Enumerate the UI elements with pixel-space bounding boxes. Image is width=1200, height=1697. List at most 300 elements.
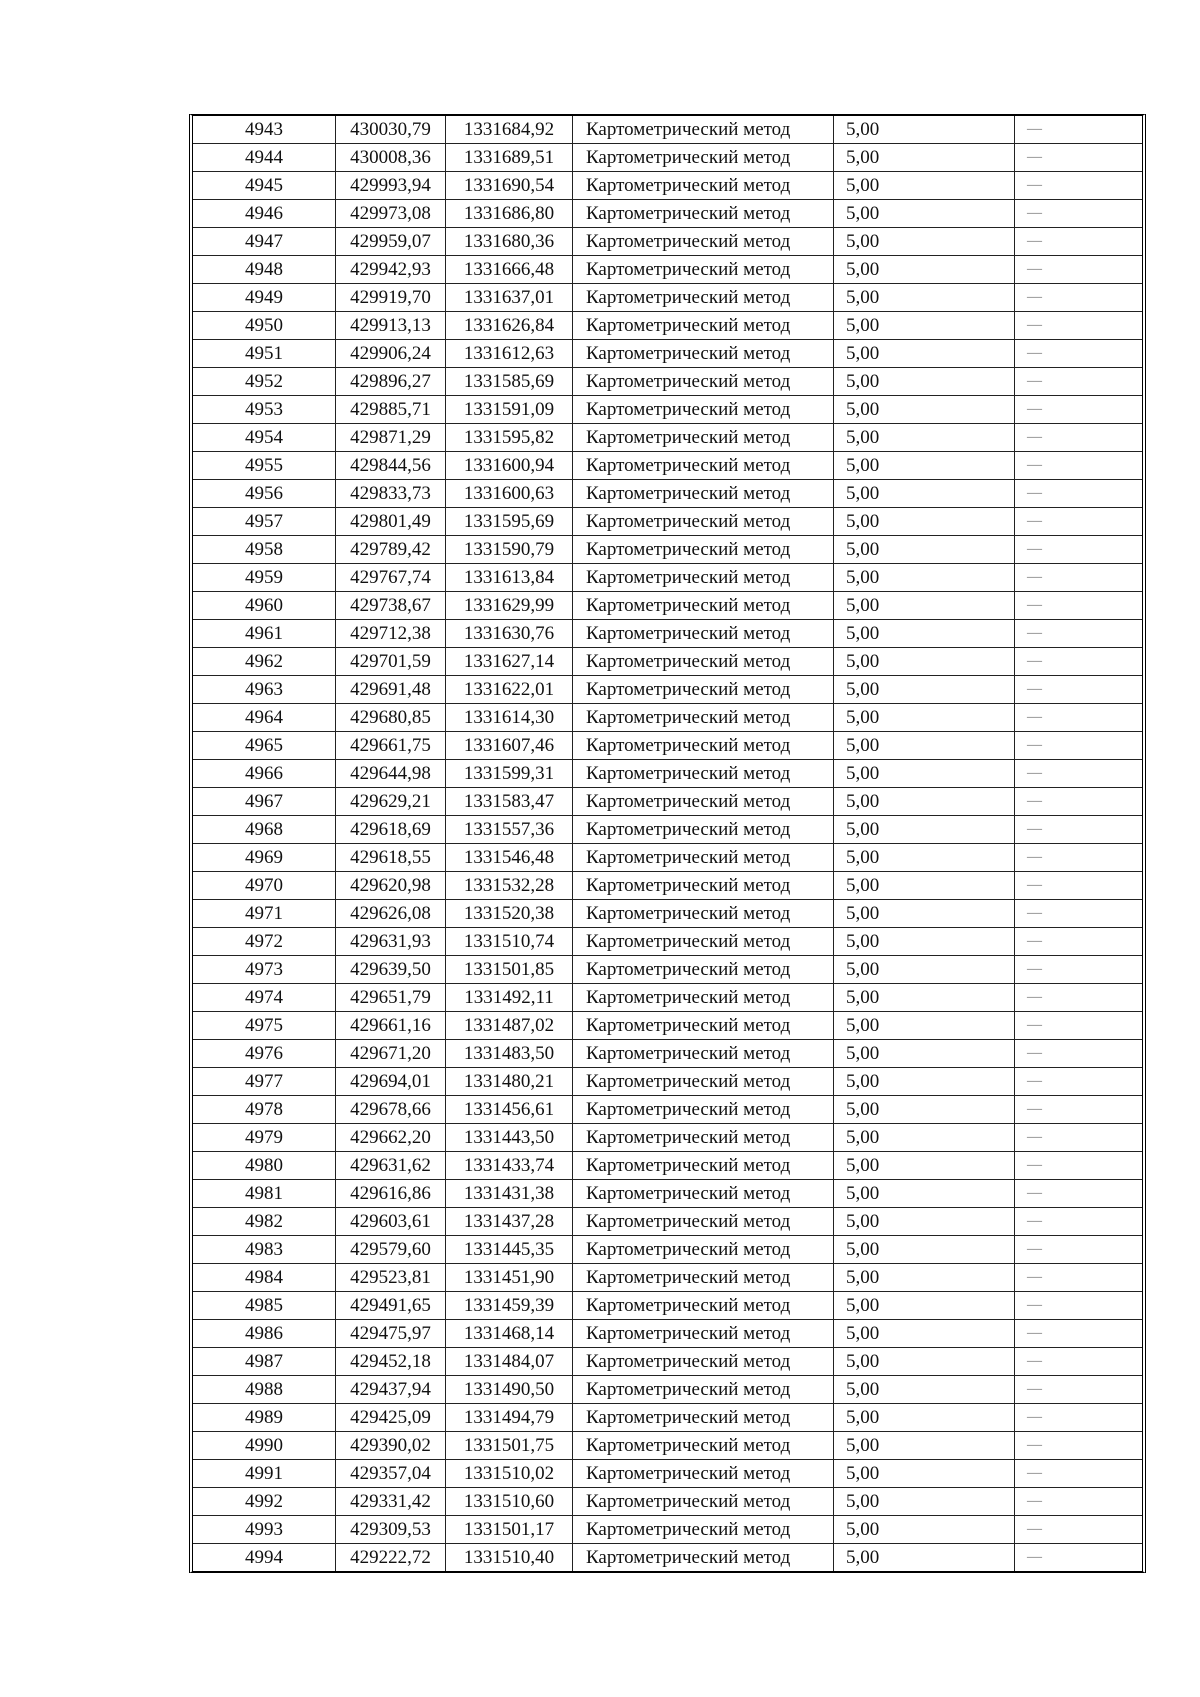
x-coordinate-cell: 430030,79 <box>336 116 446 144</box>
method-cell: Картометрический метод <box>573 480 834 508</box>
table-row <box>193 1432 1142 1460</box>
x-coordinate-cell: 429661,75 <box>336 732 446 760</box>
accuracy-cell: 5,00 <box>834 480 1015 508</box>
accuracy-cell: 5,00 <box>834 1348 1015 1376</box>
note-cell: — <box>1015 396 1143 424</box>
method-cell: Картометрический метод <box>573 788 834 816</box>
y-coordinate-cell: 1331600,63 <box>446 480 573 508</box>
y-coordinate-cell: 1331607,46 <box>446 732 573 760</box>
method-cell: Картометрический метод <box>573 1516 834 1544</box>
note-cell: — <box>1015 816 1143 844</box>
y-coordinate-cell: 1331689,51 <box>446 144 573 172</box>
accuracy-cell: 5,00 <box>834 704 1015 732</box>
point-number-cell: 4982 <box>193 1208 336 1236</box>
note-cell: — <box>1015 172 1143 200</box>
note-cell: — <box>1015 1432 1143 1460</box>
x-coordinate-cell: 429885,71 <box>336 396 446 424</box>
x-coordinate-cell: 429691,48 <box>336 676 446 704</box>
accuracy-cell: 5,00 <box>834 1488 1015 1516</box>
point-number-cell: 4948 <box>193 256 336 284</box>
accuracy-cell: 5,00 <box>834 956 1015 984</box>
note-cell: — <box>1015 228 1143 256</box>
point-number-cell: 4976 <box>193 1040 336 1068</box>
x-coordinate-cell: 429789,42 <box>336 536 446 564</box>
point-number-cell: 4990 <box>193 1432 336 1460</box>
y-coordinate-cell: 1331666,48 <box>446 256 573 284</box>
point-number-cell: 4945 <box>193 172 336 200</box>
y-coordinate-cell: 1331680,36 <box>446 228 573 256</box>
y-coordinate-cell: 1331487,02 <box>446 1012 573 1040</box>
accuracy-cell: 5,00 <box>834 760 1015 788</box>
y-coordinate-cell: 1331520,38 <box>446 900 573 928</box>
table-row <box>193 1404 1142 1432</box>
point-number-cell: 4943 <box>193 116 336 144</box>
table-row <box>193 844 1142 872</box>
x-coordinate-cell: 429694,01 <box>336 1068 446 1096</box>
point-number-cell: 4991 <box>193 1460 336 1488</box>
method-cell: Картометрический метод <box>573 368 834 396</box>
accuracy-cell: 5,00 <box>834 648 1015 676</box>
method-cell: Картометрический метод <box>573 1348 834 1376</box>
x-coordinate-cell: 429629,21 <box>336 788 446 816</box>
accuracy-cell: 5,00 <box>834 452 1015 480</box>
table-row <box>193 228 1142 256</box>
note-cell: — <box>1015 256 1143 284</box>
accuracy-cell: 5,00 <box>834 1180 1015 1208</box>
x-coordinate-cell: 429833,73 <box>336 480 446 508</box>
method-cell: Картометрический метод <box>573 1320 834 1348</box>
y-coordinate-cell: 1331612,63 <box>446 340 573 368</box>
method-cell: Картометрический метод <box>573 592 834 620</box>
table-row <box>193 1516 1142 1544</box>
accuracy-cell: 5,00 <box>834 1040 1015 1068</box>
point-number-cell: 4969 <box>193 844 336 872</box>
x-coordinate-cell: 429631,62 <box>336 1152 446 1180</box>
note-cell: — <box>1015 1460 1143 1488</box>
accuracy-cell: 5,00 <box>834 816 1015 844</box>
x-coordinate-cell: 430008,36 <box>336 144 446 172</box>
method-cell: Картометрический метод <box>573 984 834 1012</box>
x-coordinate-cell: 429331,42 <box>336 1488 446 1516</box>
note-cell: — <box>1015 424 1143 452</box>
note-cell: — <box>1015 984 1143 1012</box>
note-cell: — <box>1015 1292 1143 1320</box>
method-cell: Картометрический метод <box>573 424 834 452</box>
table-row <box>193 1236 1142 1264</box>
y-coordinate-cell: 1331599,31 <box>446 760 573 788</box>
point-number-cell: 4977 <box>193 1068 336 1096</box>
method-cell: Картометрический метод <box>573 256 834 284</box>
method-cell: Картометрический метод <box>573 312 834 340</box>
x-coordinate-cell: 429579,60 <box>336 1236 446 1264</box>
accuracy-cell: 5,00 <box>834 1404 1015 1432</box>
coordinates-table-frame <box>189 114 1146 1573</box>
x-coordinate-cell: 429631,93 <box>336 928 446 956</box>
point-number-cell: 4975 <box>193 1012 336 1040</box>
table-row <box>193 340 1142 368</box>
point-number-cell: 4992 <box>193 1488 336 1516</box>
table-row <box>193 788 1142 816</box>
point-number-cell: 4984 <box>193 1264 336 1292</box>
table-row <box>193 480 1142 508</box>
method-cell: Картометрический метод <box>573 284 834 312</box>
point-number-cell: 4946 <box>193 200 336 228</box>
accuracy-cell: 5,00 <box>834 1264 1015 1292</box>
note-cell: — <box>1015 368 1143 396</box>
point-number-cell: 4970 <box>193 872 336 900</box>
y-coordinate-cell: 1331501,17 <box>446 1516 573 1544</box>
note-cell: — <box>1015 760 1143 788</box>
y-coordinate-cell: 1331686,80 <box>446 200 573 228</box>
method-cell: Картометрический метод <box>573 1432 834 1460</box>
point-number-cell: 4980 <box>193 1152 336 1180</box>
x-coordinate-cell: 429906,24 <box>336 340 446 368</box>
y-coordinate-cell: 1331468,14 <box>446 1320 573 1348</box>
method-cell: Картометрический метод <box>573 228 834 256</box>
x-coordinate-cell: 429801,49 <box>336 508 446 536</box>
table-row <box>193 1068 1142 1096</box>
accuracy-cell: 5,00 <box>834 1516 1015 1544</box>
note-cell: — <box>1015 592 1143 620</box>
accuracy-cell: 5,00 <box>834 1432 1015 1460</box>
note-cell: — <box>1015 1236 1143 1264</box>
table-row <box>193 1488 1142 1516</box>
table-row <box>193 368 1142 396</box>
table-row <box>193 116 1142 144</box>
table-row <box>193 1320 1142 1348</box>
note-cell: — <box>1015 1544 1143 1572</box>
y-coordinate-cell: 1331510,60 <box>446 1488 573 1516</box>
point-number-cell: 4988 <box>193 1376 336 1404</box>
accuracy-cell: 5,00 <box>834 564 1015 592</box>
point-number-cell: 4958 <box>193 536 336 564</box>
x-coordinate-cell: 429603,61 <box>336 1208 446 1236</box>
note-cell: — <box>1015 872 1143 900</box>
method-cell: Картометрический метод <box>573 1040 834 1068</box>
table-row <box>193 928 1142 956</box>
point-number-cell: 4947 <box>193 228 336 256</box>
method-cell: Картометрический метод <box>573 1488 834 1516</box>
accuracy-cell: 5,00 <box>834 396 1015 424</box>
method-cell: Картометрический метод <box>573 1376 834 1404</box>
y-coordinate-cell: 1331480,21 <box>446 1068 573 1096</box>
accuracy-cell: 5,00 <box>834 732 1015 760</box>
y-coordinate-cell: 1331629,99 <box>446 592 573 620</box>
accuracy-cell: 5,00 <box>834 676 1015 704</box>
x-coordinate-cell: 429993,94 <box>336 172 446 200</box>
table-row <box>193 1348 1142 1376</box>
table-row <box>193 1096 1142 1124</box>
note-cell: — <box>1015 1180 1143 1208</box>
accuracy-cell: 5,00 <box>834 1096 1015 1124</box>
point-number-cell: 4952 <box>193 368 336 396</box>
note-cell: — <box>1015 620 1143 648</box>
method-cell: Картометрический метод <box>573 200 834 228</box>
accuracy-cell: 5,00 <box>834 536 1015 564</box>
table-row <box>193 396 1142 424</box>
table-row <box>193 1376 1142 1404</box>
point-number-cell: 4968 <box>193 816 336 844</box>
y-coordinate-cell: 1331600,94 <box>446 452 573 480</box>
table-row <box>193 312 1142 340</box>
method-cell: Картометрический метод <box>573 1180 834 1208</box>
table-row <box>193 872 1142 900</box>
x-coordinate-cell: 429919,70 <box>336 284 446 312</box>
method-cell: Картометрический метод <box>573 956 834 984</box>
note-cell: — <box>1015 732 1143 760</box>
method-cell: Картометрический метод <box>573 116 834 144</box>
table-row <box>193 648 1142 676</box>
accuracy-cell: 5,00 <box>834 368 1015 396</box>
accuracy-cell: 5,00 <box>834 1292 1015 1320</box>
note-cell: — <box>1015 900 1143 928</box>
accuracy-cell: 5,00 <box>834 1068 1015 1096</box>
accuracy-cell: 5,00 <box>834 1460 1015 1488</box>
point-number-cell: 4957 <box>193 508 336 536</box>
x-coordinate-cell: 429678,66 <box>336 1096 446 1124</box>
accuracy-cell: 5,00 <box>834 340 1015 368</box>
method-cell: Картометрический метод <box>573 928 834 956</box>
point-number-cell: 4949 <box>193 284 336 312</box>
point-number-cell: 4987 <box>193 1348 336 1376</box>
table-row <box>193 1152 1142 1180</box>
point-number-cell: 4986 <box>193 1320 336 1348</box>
method-cell: Картометрический метод <box>573 172 834 200</box>
y-coordinate-cell: 1331546,48 <box>446 844 573 872</box>
note-cell: — <box>1015 1124 1143 1152</box>
accuracy-cell: 5,00 <box>834 1236 1015 1264</box>
point-number-cell: 4979 <box>193 1124 336 1152</box>
note-cell: — <box>1015 536 1143 564</box>
table-row <box>193 1040 1142 1068</box>
point-number-cell: 4966 <box>193 760 336 788</box>
y-coordinate-cell: 1331433,74 <box>446 1152 573 1180</box>
table-row <box>193 816 1142 844</box>
x-coordinate-cell: 429425,09 <box>336 1404 446 1432</box>
point-number-cell: 4950 <box>193 312 336 340</box>
point-number-cell: 4955 <box>193 452 336 480</box>
y-coordinate-cell: 1331484,07 <box>446 1348 573 1376</box>
note-cell: — <box>1015 1068 1143 1096</box>
note-cell: — <box>1015 1152 1143 1180</box>
point-number-cell: 4964 <box>193 704 336 732</box>
accuracy-cell: 5,00 <box>834 788 1015 816</box>
table-row <box>193 1208 1142 1236</box>
x-coordinate-cell: 429671,20 <box>336 1040 446 1068</box>
note-cell: — <box>1015 844 1143 872</box>
note-cell: — <box>1015 452 1143 480</box>
accuracy-cell: 5,00 <box>834 200 1015 228</box>
table-row <box>193 676 1142 704</box>
note-cell: — <box>1015 928 1143 956</box>
point-number-cell: 4960 <box>193 592 336 620</box>
y-coordinate-cell: 1331501,85 <box>446 956 573 984</box>
point-number-cell: 4994 <box>193 1544 336 1572</box>
table-row <box>193 1012 1142 1040</box>
accuracy-cell: 5,00 <box>834 256 1015 284</box>
y-coordinate-cell: 1331622,01 <box>446 676 573 704</box>
y-coordinate-cell: 1331490,50 <box>446 1376 573 1404</box>
y-coordinate-cell: 1331456,61 <box>446 1096 573 1124</box>
table-row <box>193 200 1142 228</box>
accuracy-cell: 5,00 <box>834 424 1015 452</box>
note-cell: — <box>1015 1012 1143 1040</box>
x-coordinate-cell: 429390,02 <box>336 1432 446 1460</box>
method-cell: Картометрический метод <box>573 452 834 480</box>
method-cell: Картометрический метод <box>573 144 834 172</box>
method-cell: Картометрический метод <box>573 844 834 872</box>
x-coordinate-cell: 429871,29 <box>336 424 446 452</box>
note-cell: — <box>1015 200 1143 228</box>
method-cell: Картометрический метод <box>573 340 834 368</box>
method-cell: Картометрический метод <box>573 1264 834 1292</box>
accuracy-cell: 5,00 <box>834 620 1015 648</box>
x-coordinate-cell: 429491,65 <box>336 1292 446 1320</box>
accuracy-cell: 5,00 <box>834 844 1015 872</box>
x-coordinate-cell: 429452,18 <box>336 1348 446 1376</box>
method-cell: Картометрический метод <box>573 1096 834 1124</box>
x-coordinate-cell: 429913,13 <box>336 312 446 340</box>
y-coordinate-cell: 1331510,74 <box>446 928 573 956</box>
accuracy-cell: 5,00 <box>834 1124 1015 1152</box>
x-coordinate-cell: 429309,53 <box>336 1516 446 1544</box>
note-cell: — <box>1015 116 1143 144</box>
note-cell: — <box>1015 1040 1143 1068</box>
y-coordinate-cell: 1331595,69 <box>446 508 573 536</box>
y-coordinate-cell: 1331583,47 <box>446 788 573 816</box>
note-cell: — <box>1015 1348 1143 1376</box>
point-number-cell: 4983 <box>193 1236 336 1264</box>
note-cell: — <box>1015 1516 1143 1544</box>
point-number-cell: 4961 <box>193 620 336 648</box>
note-cell: — <box>1015 1096 1143 1124</box>
x-coordinate-cell: 429222,72 <box>336 1544 446 1572</box>
point-number-cell: 4973 <box>193 956 336 984</box>
method-cell: Картометрический метод <box>573 1012 834 1040</box>
table-row <box>193 984 1142 1012</box>
table-row <box>193 424 1142 452</box>
accuracy-cell: 5,00 <box>834 508 1015 536</box>
point-number-cell: 4954 <box>193 424 336 452</box>
point-number-cell: 4944 <box>193 144 336 172</box>
y-coordinate-cell: 1331637,01 <box>446 284 573 312</box>
note-cell: — <box>1015 1488 1143 1516</box>
y-coordinate-cell: 1331431,38 <box>446 1180 573 1208</box>
point-number-cell: 4967 <box>193 788 336 816</box>
table-row <box>193 956 1142 984</box>
y-coordinate-cell: 1331591,09 <box>446 396 573 424</box>
table-row <box>193 1544 1142 1572</box>
method-cell: Картометрический метод <box>573 1460 834 1488</box>
table-row <box>193 732 1142 760</box>
y-coordinate-cell: 1331613,84 <box>446 564 573 592</box>
x-coordinate-cell: 429680,85 <box>336 704 446 732</box>
x-coordinate-cell: 429662,20 <box>336 1124 446 1152</box>
note-cell: — <box>1015 340 1143 368</box>
accuracy-cell: 5,00 <box>834 116 1015 144</box>
y-coordinate-cell: 1331627,14 <box>446 648 573 676</box>
x-coordinate-cell: 429973,08 <box>336 200 446 228</box>
method-cell: Картометрический метод <box>573 1152 834 1180</box>
accuracy-cell: 5,00 <box>834 592 1015 620</box>
y-coordinate-cell: 1331532,28 <box>446 872 573 900</box>
x-coordinate-cell: 429523,81 <box>336 1264 446 1292</box>
method-cell: Картометрический метод <box>573 536 834 564</box>
method-cell: Картометрический метод <box>573 564 834 592</box>
y-coordinate-cell: 1331451,90 <box>446 1264 573 1292</box>
note-cell: — <box>1015 1376 1143 1404</box>
point-number-cell: 4951 <box>193 340 336 368</box>
accuracy-cell: 5,00 <box>834 872 1015 900</box>
accuracy-cell: 5,00 <box>834 144 1015 172</box>
accuracy-cell: 5,00 <box>834 1152 1015 1180</box>
x-coordinate-cell: 429618,69 <box>336 816 446 844</box>
note-cell: — <box>1015 1404 1143 1432</box>
point-number-cell: 4956 <box>193 480 336 508</box>
method-cell: Картометрический метод <box>573 900 834 928</box>
table-row <box>193 1180 1142 1208</box>
method-cell: Картометрический метод <box>573 396 834 424</box>
method-cell: Картометрический метод <box>573 704 834 732</box>
note-cell: — <box>1015 312 1143 340</box>
coordinates-table <box>193 116 1142 1571</box>
x-coordinate-cell: 429959,07 <box>336 228 446 256</box>
x-coordinate-cell: 429618,55 <box>336 844 446 872</box>
y-coordinate-cell: 1331510,40 <box>446 1544 573 1572</box>
point-number-cell: 4993 <box>193 1516 336 1544</box>
point-number-cell: 4962 <box>193 648 336 676</box>
y-coordinate-cell: 1331443,50 <box>446 1124 573 1152</box>
note-cell: — <box>1015 144 1143 172</box>
method-cell: Картометрический метод <box>573 732 834 760</box>
table-row <box>193 172 1142 200</box>
note-cell: — <box>1015 704 1143 732</box>
accuracy-cell: 5,00 <box>834 1376 1015 1404</box>
table-row <box>193 760 1142 788</box>
method-cell: Картометрический метод <box>573 648 834 676</box>
y-coordinate-cell: 1331614,30 <box>446 704 573 732</box>
note-cell: — <box>1015 956 1143 984</box>
point-number-cell: 4978 <box>193 1096 336 1124</box>
note-cell: — <box>1015 1320 1143 1348</box>
table-row <box>193 900 1142 928</box>
method-cell: Картометрический метод <box>573 676 834 704</box>
x-coordinate-cell: 429942,93 <box>336 256 446 284</box>
accuracy-cell: 5,00 <box>834 1320 1015 1348</box>
note-cell: — <box>1015 564 1143 592</box>
method-cell: Картометрический метод <box>573 508 834 536</box>
x-coordinate-cell: 429639,50 <box>336 956 446 984</box>
method-cell: Картометрический метод <box>573 872 834 900</box>
note-cell: — <box>1015 508 1143 536</box>
x-coordinate-cell: 429616,86 <box>336 1180 446 1208</box>
point-number-cell: 4985 <box>193 1292 336 1320</box>
point-number-cell: 4974 <box>193 984 336 1012</box>
method-cell: Картометрический метод <box>573 760 834 788</box>
y-coordinate-cell: 1331585,69 <box>446 368 573 396</box>
y-coordinate-cell: 1331437,28 <box>446 1208 573 1236</box>
accuracy-cell: 5,00 <box>834 312 1015 340</box>
table-row <box>193 564 1142 592</box>
table-row <box>193 1124 1142 1152</box>
note-cell: — <box>1015 676 1143 704</box>
x-coordinate-cell: 429896,27 <box>336 368 446 396</box>
table-row <box>193 704 1142 732</box>
x-coordinate-cell: 429767,74 <box>336 564 446 592</box>
accuracy-cell: 5,00 <box>834 172 1015 200</box>
x-coordinate-cell: 429644,98 <box>336 760 446 788</box>
y-coordinate-cell: 1331492,11 <box>446 984 573 1012</box>
